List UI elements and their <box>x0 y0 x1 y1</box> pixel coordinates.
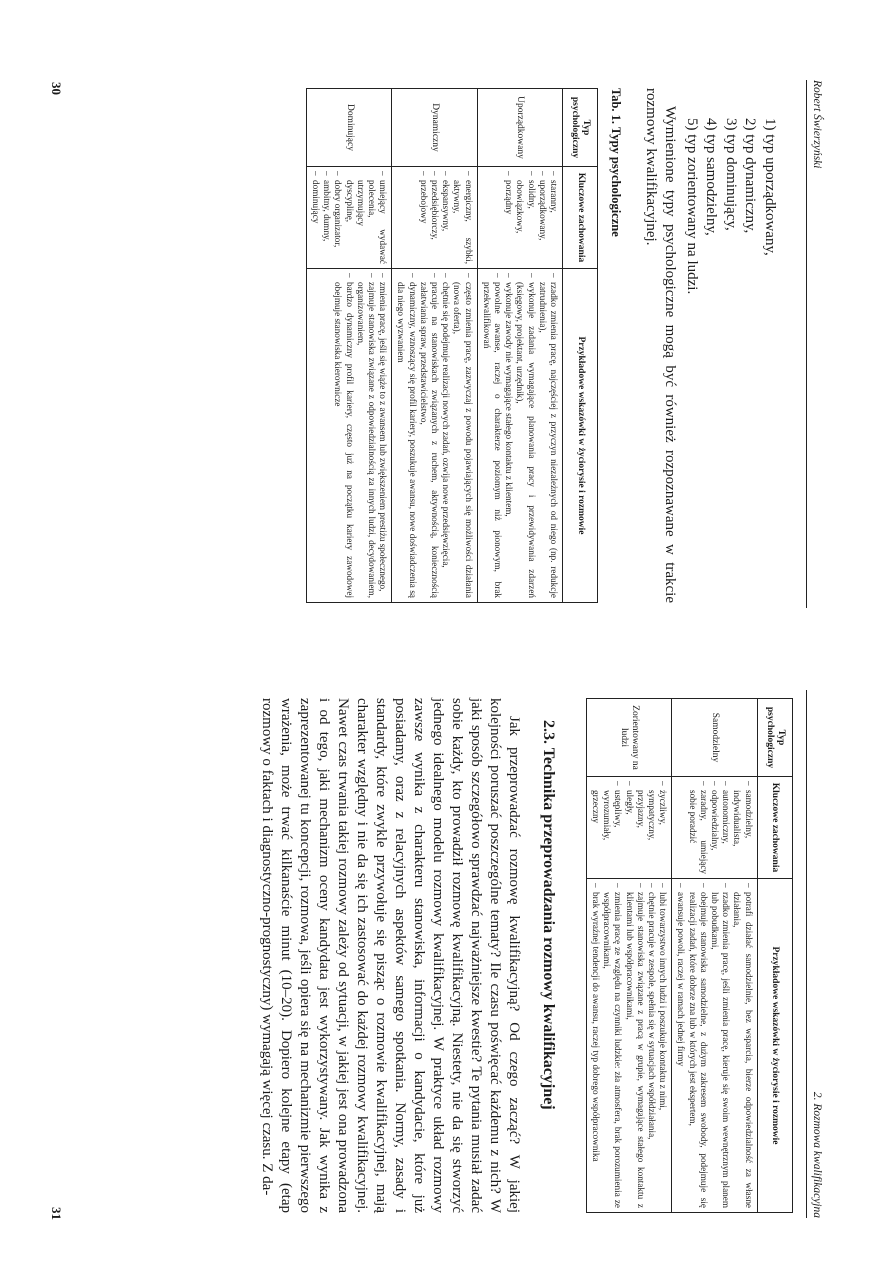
running-head-chapter: 2. Rozmowa kwalifikacyjna <box>811 1091 823 1218</box>
running-head-author: Robert Świerzyński <box>811 80 823 169</box>
hint-item: – awansuje powoli, raczej w ramach jednej firmy <box>675 883 686 1208</box>
hint-item: – wykonuje zadania wymagające planowania pracy i przewidywania zdarzeń (księgowy, projektant, urzędnik), <box>514 273 536 598</box>
psychological-types-table-part1 <box>306 88 599 603</box>
behavior-item: – autonomiczny, <box>720 781 731 874</box>
behavior-item: – dominujący <box>310 171 321 264</box>
behavior-item: – porządny <box>503 171 514 264</box>
behavior-item: – energiczny, szybki, aktywny, <box>451 171 473 264</box>
type-name-cell: Zorientowany na ludzi <box>586 699 671 777</box>
header-type: Typ psychologiczny <box>757 699 792 777</box>
hint-item: – pracuje na stanowiskach związanych z ruchem, aktywnością, koniecznością załatwiania spraw, przedstawicielstwo, <box>418 273 440 598</box>
header-type: Typ psychologiczny <box>563 89 598 167</box>
behavior-item: – ekspansywny, <box>440 171 451 264</box>
behaviors-cell <box>672 777 757 879</box>
table-row <box>477 89 562 603</box>
section-title: 2.3. Technika przeprowadzania rozmowy kwalifikacyjnej <box>539 720 557 1110</box>
header-rule <box>806 690 807 1218</box>
behavior-item: – przedsiębiorczy, <box>429 171 440 264</box>
hint-item: – rzadko zmienia pracę, najczęściej z przyczyn niezależnych od niego (np. redukcje zatrudnienia), <box>537 273 559 598</box>
hint-item: – lubi towarzystwo innych ludzi i poszukuje kontaktu z nimi, <box>657 883 668 1208</box>
table-caption: Tab. 1. Typy psychologiczne <box>609 88 624 237</box>
table-row <box>672 699 757 1213</box>
behavior-item: – umiejący wydawać polecenia, utrzymujący dyscyplinę, <box>343 171 388 264</box>
right-page-body <box>257 698 793 1213</box>
header-hints: Przykładowe wskazówki w życiorysie i rozmowie <box>563 269 598 603</box>
behavior-item: – uporządkowany, <box>537 171 548 264</box>
hints-cell <box>392 269 477 603</box>
header-hints: Przykładowe wskazówki w życiorysie i rozmowie <box>757 879 792 1213</box>
behavior-item: – solidny, obowiązkowy, <box>514 171 536 264</box>
behavior-item: – ambitny, dumny, <box>321 171 332 264</box>
hint-item: – zajmuje stanowiska związane z odpowiedzialnością za innych ludzi, decydowaniem, organizowaniem, <box>355 273 377 598</box>
table-row <box>586 699 671 1213</box>
list-item: 4) typ samodzielny, <box>703 118 720 236</box>
behaviors-cell <box>477 167 562 269</box>
behavior-item: – życzliwy, sympatyczny, przyjazny, <box>635 781 669 874</box>
type-name-cell: Samodzielny <box>672 699 757 777</box>
behavior-item: – staranny, <box>548 171 559 264</box>
hint-item: – potrafi działać samodzielnie, bez wsparcia, bierze odpowiedzialność za własne działania, <box>731 883 753 1208</box>
table-row <box>306 89 391 603</box>
list-item: 5) typ zorientowany na ludzi. <box>684 118 700 295</box>
table-header-row <box>563 89 598 603</box>
type-name-cell: Uporządkowany <box>477 89 562 167</box>
hint-item: – rzadko zmienia pracę, jeśli zmienia pracę, kieruje się swoim wewnętrznym planem lub pobudkami, <box>709 883 731 1208</box>
hint-item: – często zmienia pracę, zazwyczaj z powodu pojawiających się możliwości działania (nowa oferta), <box>451 273 473 598</box>
type-name-cell: Dynamiczny <box>392 89 477 167</box>
behaviors-cell <box>392 167 477 269</box>
left-book-page <box>0 66 893 626</box>
behavior-item: – dobry organizator, <box>332 171 343 264</box>
intro-paragraph: Wymienione typy psychologiczne mogą być również rozpoznawane w trakcie rozmowy kwalifikacyjnej. <box>643 88 679 603</box>
list-item: 2) typ dynamiczny, <box>742 118 759 234</box>
hints-cell <box>586 879 671 1213</box>
hint-item: – zajmuje stanowiska związane z pracą w grupie, wymagające stałego kontaktu z klientami lub współpracownikami, <box>623 883 645 1208</box>
page-number: 30 <box>49 82 64 95</box>
table-row <box>392 89 477 603</box>
header-behaviors: Kluczowe zachowania <box>563 167 598 269</box>
hint-item: – powolne awanse, raczej o charakterze poziomym niż pionowym, brak przekwalifikowań <box>481 273 503 598</box>
section-paragraph: Jak przeprowadzać rozmowę kwalifikacyjną? Od czego zacząć? W jakiej kolejności poruszać poszczególne tematy? Ile czasu poświęcać każdemu z nich? W jaki sposób szczegółowo sprawdzać najważniejsze kwestie? Te pytania musiał zadać sobie każdy, kto prowadził rozmowę kwalifikacyjną. Niestety, nie da się stworzyć jednego idealnego modelu rozmowy kwalifikacyjnej. W praktyce układ rozmowy zawsze wynika z charakteru stanowiska, informacji o kandydacie, które już posiadamy, oraz z relacyjnych aspektów samego spotkania. Normy, zasady i standardy, które zwykle przywołuje się pisząc o rozmowie kwalifikacyjnej, mają charakter względny i nie da się ich zastosować do każdej rozmowy kwalifikacyjnej. Nawet czas trwania takiej rozmowy zależy od sytuacji, w jakiej jest ona prowadzona i od tego, jaki mechanizm oceny kandydata jest wykorzystywany. Jak wynika z zaprezentowanej tu koncepcji, rozmowa, jeśli opiera się na mechanizmie pierwszego wrażenia, może trwać kilkanaście minut (10–20). Dopiero kolejne etapy (etap rozmowy o faktach i diagnostyczno-prognostyczny) wymagają więcej czasu. Z da- <box>258 698 522 1213</box>
behavior-item: – uległy, <box>623 781 634 874</box>
list-item: 1) typ uporządkowany, <box>762 118 778 256</box>
behavior-item: – samodzielny, indywidualista, <box>731 781 753 874</box>
behaviors-cell <box>586 777 671 879</box>
header-behaviors: Kluczowe zachowania <box>757 777 792 879</box>
page-number: 31 <box>49 1207 64 1220</box>
hints-cell <box>306 269 391 603</box>
list-item: 3) typ dominujący, <box>723 118 739 231</box>
psychological-types-list <box>682 118 780 603</box>
hint-item: – obejmuje stanowiska samodzielne, z dużym zakresem swobody, podejmuje się realizacji zadań, które dobrze zna lub w których jest ekspertem, <box>686 883 708 1208</box>
hint-item: – wykonuje zawody nie wymagające stałego kontaktu z klientem, <box>503 273 514 598</box>
psychological-types-table-part2 <box>586 698 793 1213</box>
type-name-cell: Dominujący <box>306 89 391 167</box>
hint-item: – bardzo dynamiczny profil kariery, często już na początku kariery zawodowej obejmuje stanowiska kierownicze <box>332 273 354 598</box>
behaviors-cell <box>306 167 391 269</box>
hint-item: – brak wyraźnej tendencji do awansu, raczej typ dobrego współpracownika <box>590 883 601 1208</box>
behavior-item: – ustępliwy, wyrozumiały, grzeczny <box>590 781 624 874</box>
behavior-item: – przebojowy <box>418 171 429 264</box>
behavior-item: – odpowiedzialny, <box>709 781 720 874</box>
right-book-page <box>0 676 893 1236</box>
hints-cell <box>477 269 562 603</box>
table-header-row <box>757 699 792 1213</box>
hint-item: – chętnie się podejmuje realizacji nowych zadań, ozwija nowe przedsięwzięcia, <box>440 273 451 598</box>
hints-cell <box>672 879 757 1213</box>
hint-item: – dynamiczny, wznoszący się profil kariery, poszukuje awansu, nowe doświadczenia są dla niego wyzwaniem <box>395 273 417 598</box>
behavior-item: – zaradny, umiejący sobie poradzić <box>686 781 708 874</box>
hint-item: – chętnie pracuje w zespole, spełnia się w sytuacjach współdziałania, <box>646 883 657 1208</box>
hint-item: – zmienia pracę ze względu na czynniki ludzkie: zła atmosfera, brak porozumienia ze współpracownikami, <box>601 883 623 1208</box>
left-page-body <box>306 88 779 603</box>
header-rule <box>806 80 807 608</box>
hint-item: – zmienia pracę, jeśli się wiąże to z awansem lub zwiększeniem prestiżu społecznego, <box>377 273 388 598</box>
